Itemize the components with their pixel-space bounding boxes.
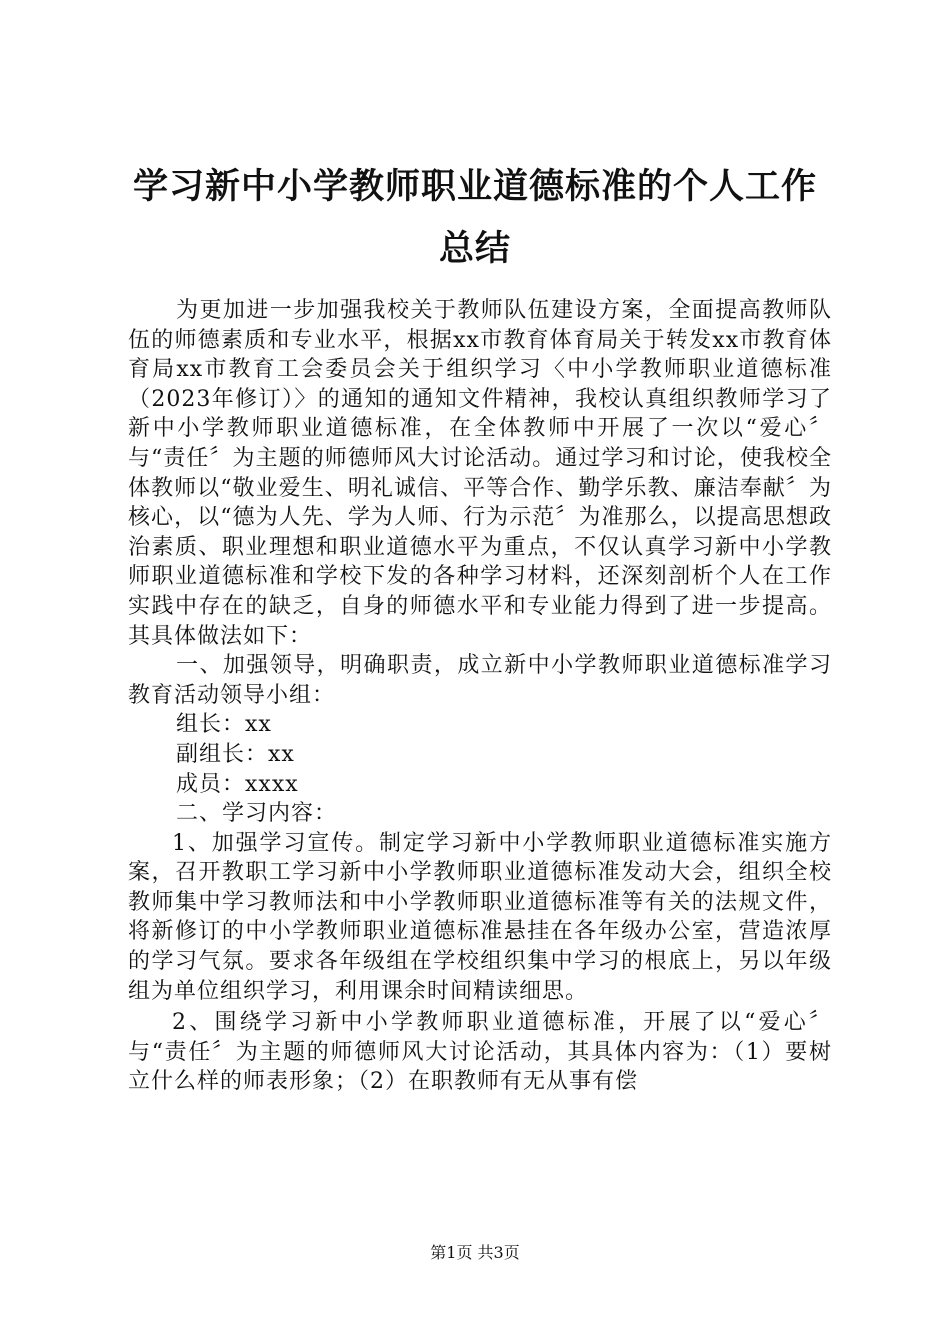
paragraph-intro: 为更加进一步加强我校关于教师队伍建设方案，全面提高教师队伍的师德素质和专业水平，根据xx市教育体育局关于转发xx市教育体育局xx市教育工会委员会关于组织学习〈中小学教师职业道德标准（2023年修订）〉的通知的通知文件精神，我校认真组织教师学习了新中小学教师职业道德标准，在全体教师中开展了一次以“爱心〞与“责任〞为主题的师德师风大讨论活动。通过学习和讨论，使我校全体教师以“敬业爱生、明礼诚信、平等合作、勤学乐教、廉洁奉献〞为核心，以“德为人先、学为人师、行为示范〞为准那么，以提高思想政治素质、职业理想和职业道德水平为重点，不仅认真学习新中小学教师职业道德标准和学校下发的各种学习材料，还深刻剖析个人在工作实践中存在的缺乏，自身的师德水平和专业能力得到了进一步提高。其具体做法如下： — [128, 298, 832, 649]
document-title: 学习新中小学教师职业道德标准的个人工作总结 — [132, 167, 817, 269]
paragraph-item-1: 1、加强学习宣传。制定学习新中小学教师职业道德标准实施方案，召开教职工学习新中小学教师职业道德标准发动大会，组织全校教师集中学习教师法和中小学教师职业道德标准等有关的法规文件，将新修订的中小学教师职业道德标准悬挂在各年级办公室，营造浓厚的学习气氛。要求各年级组在学校组织集中学习的根底上，另以年级组为单位组织学习，利用课余时间精读细思。 — [128, 830, 832, 1004]
paragraph-section-2-heading: 二、学习内容： — [176, 801, 338, 827]
paragraph-group-leader: 组长：xx — [176, 712, 272, 738]
paragraph-item-2: 2、围绕学习新中小学教师职业道德标准，开展了以“爱心〞与“责任〞为主题的师德师风大讨论活动，其具体内容为：（1）要树立什么样的师表形象；（2）在职教师有无从事有偿 — [128, 1010, 832, 1095]
page-footer: 第1页 共3页 — [430, 1243, 520, 1262]
paragraph-deputy-leader: 副组长：xx — [176, 741, 295, 767]
document-body — [128, 296, 832, 1097]
paragraph-members: 成员：xxxx — [176, 771, 299, 797]
paragraph-section-1-heading: 一、加强领导，明确职责，成立新中小学教师职业道德标准学习教育活动领导小组： — [128, 653, 832, 708]
